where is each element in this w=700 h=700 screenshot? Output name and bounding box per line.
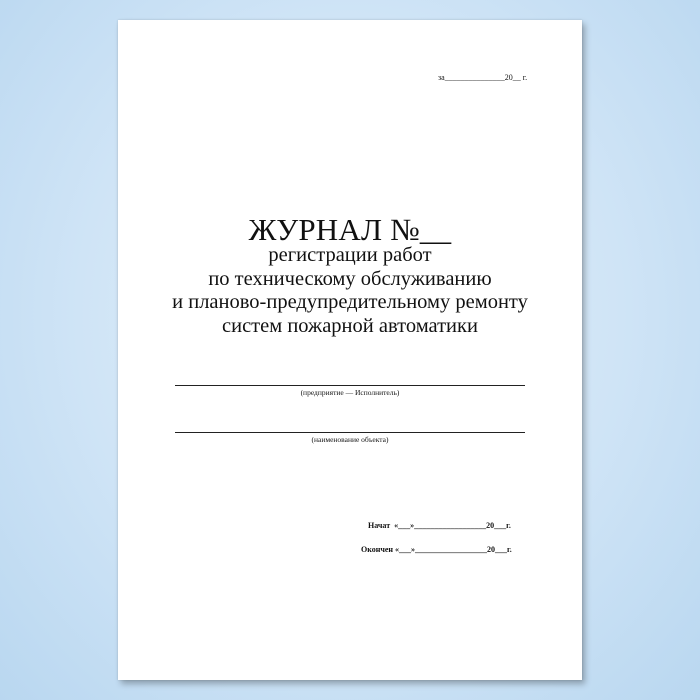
object-caption: (наименование объекта) xyxy=(311,435,389,444)
period-blank: _______________ xyxy=(444,73,505,82)
period-year: 20__ г. xyxy=(504,73,528,82)
period-line xyxy=(438,73,527,82)
enterprise-caption: (предприятие — Исполнитель) xyxy=(300,388,400,397)
end-date-label: Окончен xyxy=(361,545,394,554)
period-prefix: за xyxy=(438,73,445,82)
end-date-value: «___»__________________20___г. xyxy=(395,545,512,554)
subtitle-line-3: и планово-предупредительному ремонту xyxy=(172,291,528,313)
journal-subtitle xyxy=(118,244,582,338)
start-date-line xyxy=(368,521,511,530)
object-field-line xyxy=(175,432,525,433)
enterprise-field-line xyxy=(175,385,525,386)
subtitle-line-1: регистрации работ xyxy=(268,244,432,266)
journal-title: ЖУРНАЛ №__ xyxy=(248,212,452,247)
subtitle-line-4: систем пожарной автоматики xyxy=(222,314,478,337)
end-date-line xyxy=(361,545,512,554)
journal-cover-page xyxy=(118,20,582,680)
start-date-value: «___»__________________20___г. xyxy=(394,521,511,530)
start-date-label: Начат xyxy=(368,521,391,530)
subtitle-line-2: по техническому обслуживанию xyxy=(208,267,492,290)
